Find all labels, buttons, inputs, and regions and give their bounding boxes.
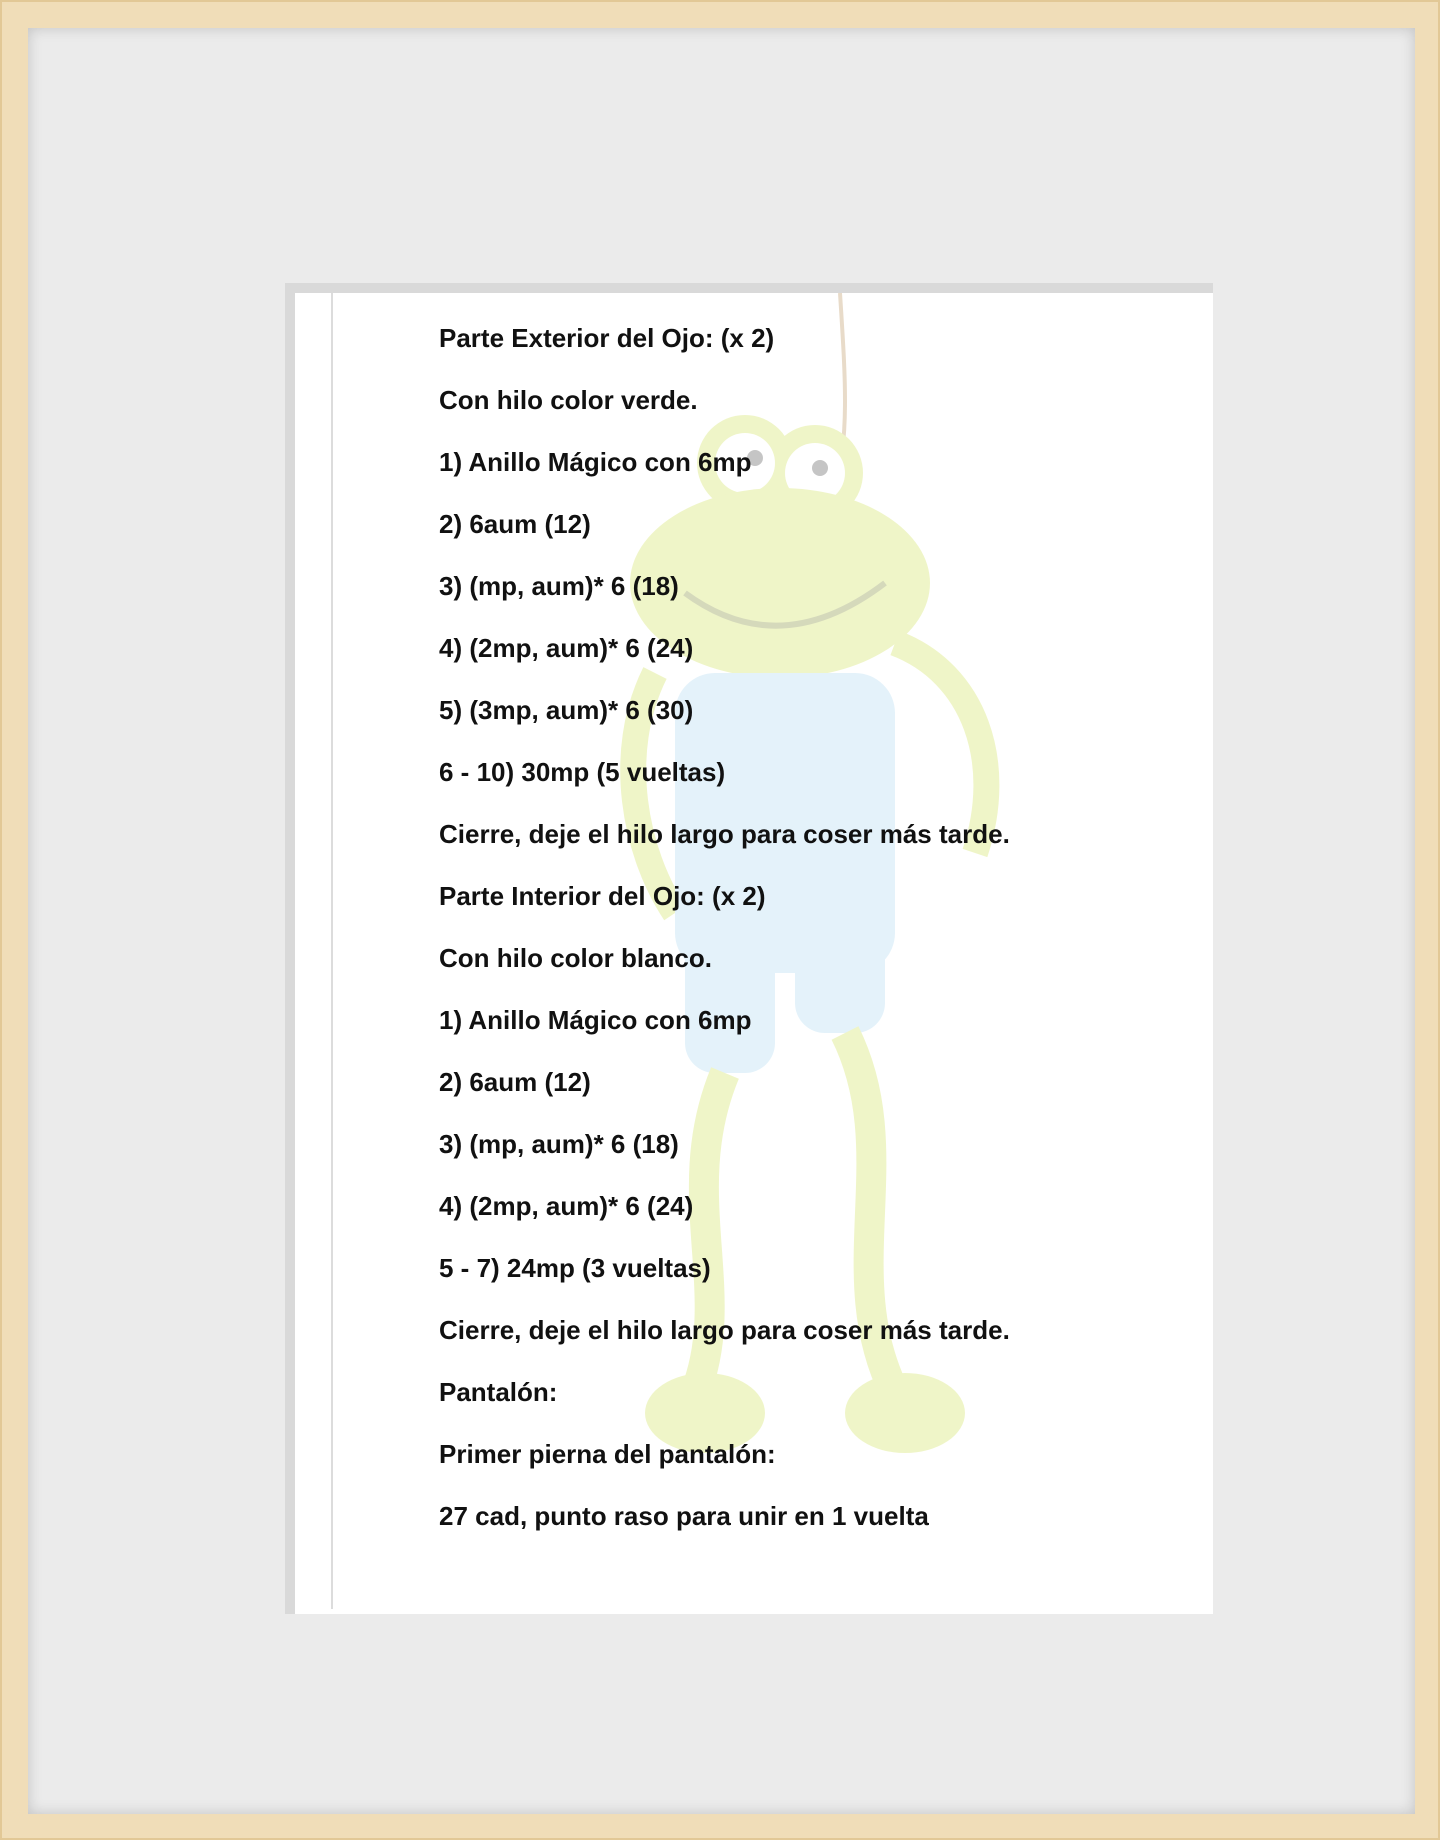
instruction-line: Con hilo color verde. (439, 385, 698, 415)
page-margin-line (331, 293, 333, 1609)
instruction-line: Cierre, deje el hilo largo para coser más tarde. (439, 1315, 1010, 1345)
instruction-line: Cierre, deje el hilo largo para coser más tarde. (439, 819, 1010, 849)
instruction-line: 2) 6aum (12) (439, 1067, 591, 1097)
instruction-line: 5 - 7) 24mp (3 vueltas) (439, 1253, 711, 1283)
instruction-line: 4) (2mp, aum)* 6 (24) (439, 1191, 694, 1221)
instruction-line: 27 cad, punto raso para unir en 1 vuelta (439, 1501, 929, 1531)
pattern-page (285, 283, 1213, 1614)
instruction-line: 3) (mp, aum)* 6 (18) (439, 1129, 679, 1159)
subsection-title-first-leg: Primer pierna del pantalón: (439, 1439, 776, 1469)
frame-mat (28, 28, 1415, 1814)
instruction-line: 1) Anillo Mágico con 6mp (439, 447, 752, 477)
instruction-line: 6 - 10) 30mp (5 vueltas) (439, 757, 726, 787)
instruction-line: 1) Anillo Mágico con 6mp (439, 1005, 752, 1035)
section-title-outer-eye: Parte Exterior del Ojo: (x 2) (439, 323, 775, 353)
section-title-pants: Pantalón: (439, 1377, 558, 1407)
instruction-line: Con hilo color blanco. (439, 943, 712, 973)
instruction-line: 2) 6aum (12) (439, 509, 591, 539)
instruction-line: 3) (mp, aum)* 6 (18) (439, 571, 679, 601)
section-title-inner-eye: Parte Interior del Ojo: (x 2) (439, 881, 766, 911)
instruction-line: 4) (2mp, aum)* 6 (24) (439, 633, 694, 663)
instruction-line: 5) (3mp, aum)* 6 (30) (439, 695, 694, 725)
pattern-instructions (439, 323, 1179, 1563)
